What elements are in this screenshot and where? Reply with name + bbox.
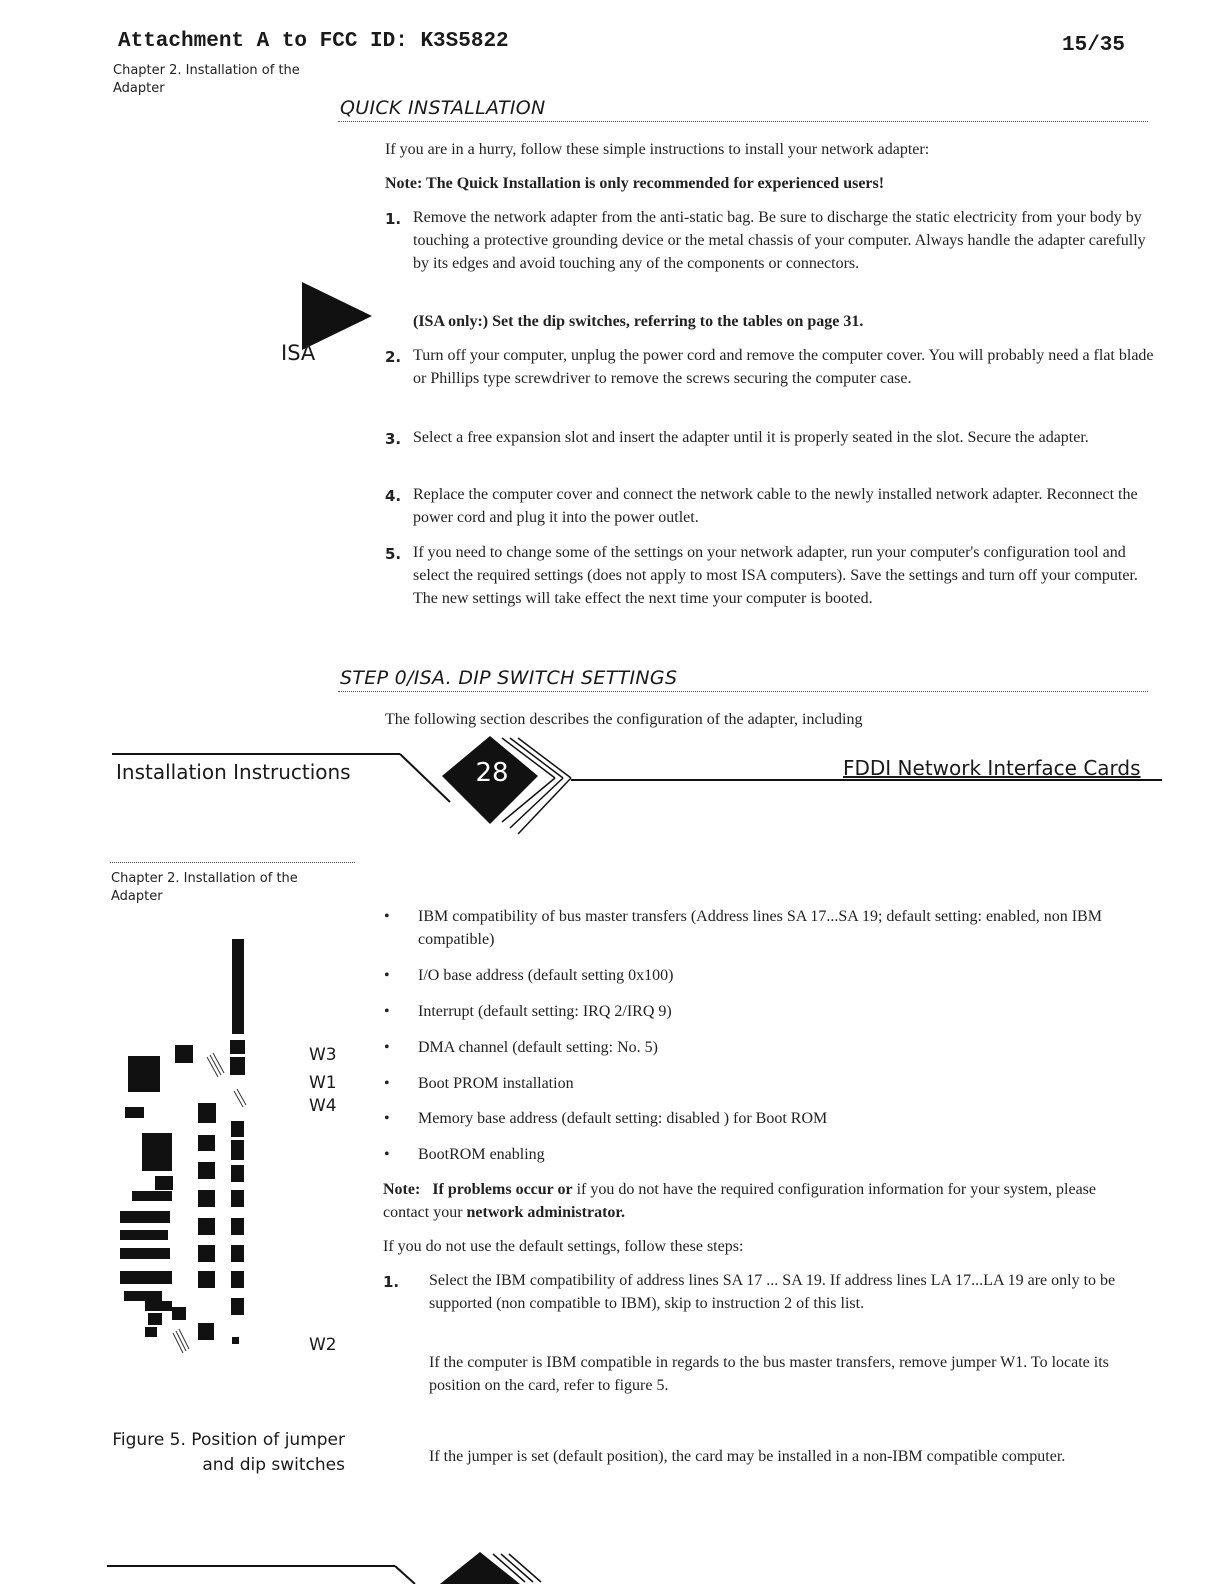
list-item: [385, 344, 1155, 390]
intro-paragraph: If you are in a hurry, follow these simple instructions to install your network adapter:: [385, 141, 930, 158]
page-footer-graphic: [110, 736, 1165, 842]
isa-label: ISA: [281, 341, 316, 365]
list-item: [384, 1072, 1134, 1095]
chapter-line-1: Chapter 2. Installation of the: [111, 871, 298, 886]
caption-line-1: Figure 5. Position of jumper: [112, 1430, 345, 1450]
page-counter: 15/35: [1062, 34, 1126, 57]
bullet-text: DMA channel (default setting: No. 5): [418, 1039, 658, 1056]
jumper-label-w3: W3: [309, 1045, 337, 1065]
document-title: Attachment A to FCC ID: K3S5822: [118, 30, 509, 53]
chapter-label: [111, 870, 298, 906]
step-text: Select a free expansion slot and insert the adapter until it is properly seated in the slot. Secure the adapter.: [413, 429, 1089, 446]
bullet-icon: •: [384, 908, 390, 925]
bullet-icon: •: [384, 1110, 390, 1127]
step-text: Replace the computer cover and connect the network cable to the newly installed network adapter. Reconnect the power cord and plug it into the power outlet.: [413, 486, 1138, 526]
section-divider: [338, 691, 1148, 692]
steps-intro: If you do not use the default settings, follow these steps:: [383, 1238, 744, 1255]
section-divider: [338, 121, 1148, 122]
footer-product: FDDI Network Interface Cards: [843, 756, 1141, 780]
note-text: Note: The Quick Installation is only recommended for experienced users!: [385, 175, 885, 192]
note-paragraph: [383, 1178, 1123, 1224]
list-item: [385, 483, 1155, 529]
bullet-text: IBM compatibility of bus master transfers (Address lines SA 17...SA 19; default setting: enabled, non IBM compatible): [418, 908, 1102, 948]
footer-title: Installation Instructions: [116, 760, 351, 784]
chapter-line-2: Adapter: [113, 81, 165, 96]
figure-caption: [100, 1428, 345, 1478]
bullet-icon: •: [384, 1039, 390, 1056]
step-number: 3.: [385, 430, 402, 448]
section-title-dip-switch: STEP 0/ISA. DIP SWITCH SETTINGS: [340, 667, 678, 689]
jumper-label-w2: W2: [309, 1335, 337, 1355]
note-label: Note:: [383, 1181, 421, 1198]
bullet-text: Memory base address (default setting: disabled ) for Boot ROM: [418, 1110, 828, 1127]
step-number: 2.: [385, 348, 402, 366]
bullet-text: Boot PROM installation: [418, 1075, 574, 1092]
list-item: [383, 1269, 1143, 1315]
list-item: [385, 426, 1155, 449]
step-text: Select the IBM compatibility of address lines SA 17 ... SA 19. If address lines LA 17...LA 19 are only to be supported (non compatible to IBM), skip to instruction 2 of this list.: [429, 1272, 1116, 1312]
list-item: [384, 1143, 1134, 1166]
bullet-text: Interrupt (default setting: IRQ 2/IRQ 9): [418, 1003, 672, 1020]
step-paragraph: If the jumper is set (default position), the card may be installed in a non-IBM compatible computer.: [429, 1448, 1066, 1465]
step-number: 1.: [385, 210, 402, 228]
bullet-text: I/O base address (default setting 0x100): [418, 967, 674, 984]
footer-page-number: 28: [475, 758, 509, 788]
step-number: 4.: [385, 487, 402, 505]
step-text: (ISA only:) Set the dip switches, referring to the tables on page 31.: [413, 313, 864, 330]
list-item: [385, 541, 1155, 610]
step-paragraph: If the computer is IBM compatible in regards to the bus master transfers, remove jumper W1. To locate its position on the card, refer to figure 5.: [429, 1354, 1109, 1394]
bullet-text: BootROM enabling: [418, 1146, 545, 1163]
step-text: If you need to change some of the settings on your network adapter, run your computer's configuration tool and select the required settings (does not apply to most ISA computers). Save the settings and turn off your computer. The new settings will take effect the next time your computer is booted.: [413, 544, 1138, 607]
bullet-icon: •: [384, 1075, 390, 1092]
chapter-divider: [110, 862, 355, 863]
caption-line-2: and dip switches: [202, 1455, 345, 1475]
chapter-line-1: Chapter 2. Installation of the: [113, 63, 300, 78]
jumper-label-w1: W1: [309, 1073, 337, 1093]
list-item: [384, 1036, 1134, 1059]
list-item: [384, 905, 1134, 951]
list-item: [385, 310, 1155, 333]
note-emphasis: If problems occur or: [432, 1181, 573, 1198]
list-item: [384, 1107, 1134, 1130]
section-title-quick-installation: QUICK INSTALLATION: [340, 97, 546, 119]
page-footer-graphic: [105, 1548, 555, 1584]
note-contact: network administrator.: [466, 1204, 626, 1221]
step-text: Turn off your computer, unplug the power cord and remove the computer cover. You will probably need a flat blade or Phillips type screwdriver to remove the screws securing the computer case.: [413, 347, 1154, 387]
jumper-label-w4: W4: [309, 1096, 337, 1116]
bullet-icon: •: [384, 967, 390, 984]
list-item: [384, 1000, 1134, 1023]
list-item: [384, 964, 1134, 987]
bullet-icon: •: [384, 1003, 390, 1020]
note-body: if you do not have the required configuration information for your system, please contact your: [383, 1181, 1097, 1221]
chapter-label: [113, 62, 300, 98]
step-text: Remove the network adapter from the anti-static bag. Be sure to discharge the static electricity from your body by touching a protective grounding device or the metal chassis of your computer. Always handle the adapter carefully by its edges and avoid touching any of the components or connectors.: [413, 209, 1146, 272]
chapter-line-2: Adapter: [111, 889, 163, 904]
step-number: 5.: [385, 545, 402, 563]
jumper-dip-switch-figure: [110, 935, 355, 1375]
section2-intro: The following section describes the configuration of the adapter, including: [385, 711, 863, 728]
step-number: 1.: [383, 1273, 400, 1291]
bullet-icon: •: [384, 1146, 390, 1163]
list-item: [385, 206, 1155, 275]
